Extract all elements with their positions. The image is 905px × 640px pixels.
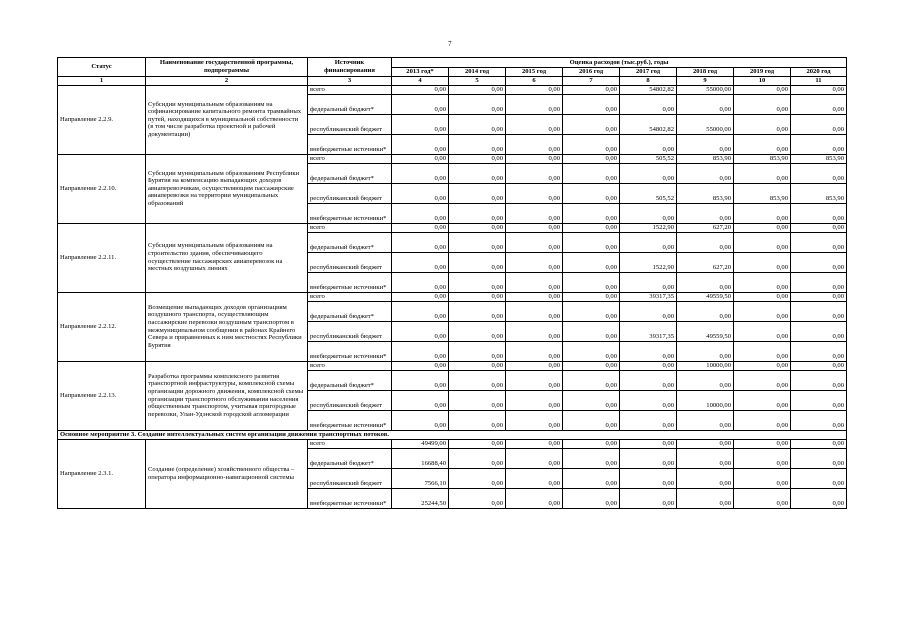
value-cell: 0,00: [677, 468, 734, 488]
value-cell: 0,00: [506, 410, 563, 430]
value-cell: 0,00: [449, 94, 506, 114]
value-cell: 0,00: [449, 203, 506, 223]
value-cell: 0,00: [734, 488, 791, 508]
column-index: 7: [563, 77, 620, 86]
value-cell: 0,00: [563, 301, 620, 321]
value-cell: 0,00: [506, 114, 563, 134]
value-cell: 0,00: [449, 154, 506, 163]
value-cell: 0,00: [506, 341, 563, 361]
value-cell: 0,00: [791, 163, 847, 183]
value-cell: 0,00: [734, 163, 791, 183]
header-year: 2018 год: [677, 68, 734, 77]
value-cell: 0,00: [392, 203, 449, 223]
value-cell: 0,00: [506, 134, 563, 154]
value-cell: 39317,35: [620, 292, 677, 301]
value-cell: 853,90: [677, 183, 734, 203]
value-cell: 0,00: [563, 154, 620, 163]
section-title: Основное мероприятие 3. Создание интеллектуальных систем организации движения транспортных потоков.: [58, 430, 847, 439]
value-cell: 0,00: [791, 94, 847, 114]
value-cell: 0,00: [791, 390, 847, 410]
value-cell: 0,00: [677, 439, 734, 448]
column-index: 9: [677, 77, 734, 86]
value-cell: 505,52: [620, 154, 677, 163]
value-cell: 0,00: [449, 232, 506, 252]
value-cell: 0,00: [449, 439, 506, 448]
value-cell: 0,00: [620, 94, 677, 114]
value-cell: 0,00: [392, 361, 449, 370]
value-cell: 0,00: [392, 94, 449, 114]
value-cell: 0,00: [506, 223, 563, 232]
table-row: [58, 85, 847, 94]
value-cell: 0,00: [734, 272, 791, 292]
value-cell: 0,00: [620, 341, 677, 361]
value-cell: 25244,50: [392, 488, 449, 508]
value-cell: 0,00: [563, 272, 620, 292]
value-cell: 0,00: [791, 114, 847, 134]
value-cell: 0,00: [563, 390, 620, 410]
value-cell: 0,00: [734, 448, 791, 468]
value-cell: 0,00: [506, 448, 563, 468]
value-cell: 0,00: [677, 134, 734, 154]
value-cell: 0,00: [449, 321, 506, 341]
value-cell: 0,00: [677, 163, 734, 183]
value-cell: 0,00: [734, 468, 791, 488]
source-cell: всего: [308, 292, 392, 301]
value-cell: 0,00: [563, 232, 620, 252]
value-cell: 0,00: [449, 370, 506, 390]
value-cell: 0,00: [506, 321, 563, 341]
value-cell: 0,00: [506, 272, 563, 292]
value-cell: 0,00: [563, 223, 620, 232]
value-cell: 0,00: [791, 223, 847, 232]
value-cell: 49559,50: [677, 321, 734, 341]
value-cell: 0,00: [620, 203, 677, 223]
value-cell: 853,90: [734, 154, 791, 163]
value-cell: 0,00: [677, 488, 734, 508]
value-cell: 0,00: [506, 232, 563, 252]
value-cell: 0,00: [791, 203, 847, 223]
column-index: 2: [146, 77, 308, 86]
value-cell: 853,90: [734, 183, 791, 203]
value-cell: 0,00: [392, 370, 449, 390]
value-cell: 0,00: [734, 134, 791, 154]
source-cell: республиканский бюджет: [308, 114, 392, 134]
page-number: 7: [448, 40, 452, 48]
source-cell: всего: [308, 439, 392, 448]
value-cell: 0,00: [791, 488, 847, 508]
value-cell: 0,00: [506, 154, 563, 163]
value-cell: 0,00: [677, 232, 734, 252]
source-cell: всего: [308, 223, 392, 232]
value-cell: 16688,40: [392, 448, 449, 468]
value-cell: 0,00: [791, 252, 847, 272]
source-cell: федеральный бюджет*: [308, 448, 392, 468]
source-cell: внебюджетные источники*: [308, 134, 392, 154]
value-cell: 0,00: [734, 252, 791, 272]
column-index: 6: [506, 77, 563, 86]
program-name-cell: Субсидии муниципальным образованиям Республики Бурятия на компенсацию выпадающих доходов авиаперевозчикам, осуществляющим пассажирские авиаперевозки на территории муниципальных образований: [146, 154, 308, 223]
value-cell: 54802,82: [620, 85, 677, 94]
value-cell: 0,00: [449, 85, 506, 94]
column-index: 10: [734, 77, 791, 86]
value-cell: 0,00: [563, 439, 620, 448]
value-cell: 0,00: [506, 468, 563, 488]
value-cell: 627,20: [677, 223, 734, 232]
value-cell: 0,00: [563, 114, 620, 134]
column-index: 3: [308, 77, 392, 86]
value-cell: 0,00: [734, 341, 791, 361]
table-row: [58, 292, 847, 301]
value-cell: 39317,35: [620, 321, 677, 341]
value-cell: 0,00: [392, 85, 449, 94]
value-cell: 0,00: [449, 292, 506, 301]
value-cell: 0,00: [734, 94, 791, 114]
value-cell: 853,90: [791, 154, 847, 163]
value-cell: 0,00: [392, 341, 449, 361]
value-cell: 0,00: [392, 223, 449, 232]
value-cell: 0,00: [392, 163, 449, 183]
value-cell: 0,00: [563, 94, 620, 114]
value-cell: 0,00: [449, 361, 506, 370]
value-cell: 0,00: [791, 361, 847, 370]
column-index: 8: [620, 77, 677, 86]
value-cell: 0,00: [620, 410, 677, 430]
value-cell: 0,00: [449, 410, 506, 430]
value-cell: 0,00: [734, 203, 791, 223]
value-cell: 0,00: [734, 390, 791, 410]
value-cell: 0,00: [563, 163, 620, 183]
value-cell: 0,00: [449, 468, 506, 488]
value-cell: 0,00: [506, 252, 563, 272]
value-cell: 0,00: [506, 292, 563, 301]
value-cell: 0,00: [392, 321, 449, 341]
value-cell: 0,00: [677, 410, 734, 430]
value-cell: 0,00: [449, 252, 506, 272]
header-year: 2016 год: [563, 68, 620, 77]
value-cell: 0,00: [677, 203, 734, 223]
value-cell: 10000,00: [677, 361, 734, 370]
value-cell: 1522,90: [620, 252, 677, 272]
value-cell: 0,00: [791, 321, 847, 341]
value-cell: 853,90: [677, 154, 734, 163]
table-row: [58, 439, 847, 448]
value-cell: 0,00: [734, 223, 791, 232]
status-cell: Направление 2.2.9.: [58, 85, 146, 154]
value-cell: 0,00: [392, 232, 449, 252]
value-cell: 0,00: [791, 272, 847, 292]
value-cell: 0,00: [392, 410, 449, 430]
value-cell: 0,00: [677, 341, 734, 361]
value-cell: 0,00: [563, 321, 620, 341]
source-cell: федеральный бюджет*: [308, 232, 392, 252]
status-cell: Направление 2.2.12.: [58, 292, 146, 361]
value-cell: 54802,82: [620, 114, 677, 134]
value-cell: 0,00: [563, 203, 620, 223]
value-cell: 0,00: [392, 114, 449, 134]
header-year: 2017 год: [620, 68, 677, 77]
value-cell: 0,00: [563, 292, 620, 301]
value-cell: 0,00: [734, 292, 791, 301]
value-cell: 0,00: [791, 301, 847, 321]
value-cell: 0,00: [791, 410, 847, 430]
source-cell: внебюджетные источники*: [308, 410, 392, 430]
source-cell: внебюджетные источники*: [308, 203, 392, 223]
source-cell: республиканский бюджет: [308, 321, 392, 341]
value-cell: 0,00: [734, 439, 791, 448]
value-cell: 0,00: [791, 134, 847, 154]
source-cell: федеральный бюджет*: [308, 94, 392, 114]
value-cell: 0,00: [449, 272, 506, 292]
source-cell: всего: [308, 154, 392, 163]
header-row: [58, 58, 847, 68]
header-year: 2020 год: [791, 68, 847, 77]
source-cell: внебюджетные источники*: [308, 341, 392, 361]
value-cell: 0,00: [449, 341, 506, 361]
value-cell: 0,00: [506, 370, 563, 390]
value-cell: 0,00: [449, 390, 506, 410]
value-cell: 0,00: [506, 301, 563, 321]
value-cell: 0,00: [620, 439, 677, 448]
value-cell: 0,00: [506, 439, 563, 448]
column-index: 1: [58, 77, 146, 86]
source-cell: внебюджетные источники*: [308, 272, 392, 292]
value-cell: 0,00: [449, 301, 506, 321]
value-cell: 0,00: [734, 361, 791, 370]
value-cell: 0,00: [392, 301, 449, 321]
value-cell: 853,90: [791, 183, 847, 203]
value-cell: 0,00: [734, 114, 791, 134]
program-name-cell: Субсидии муниципальным образованиям на строительство здания, обеспечивающего осуществление пассажирских авиаперевозок на местных воздушных линиях: [146, 223, 308, 292]
value-cell: 0,00: [791, 341, 847, 361]
index-row: [58, 77, 847, 86]
value-cell: 0,00: [563, 183, 620, 203]
value-cell: 0,00: [734, 85, 791, 94]
source-cell: всего: [308, 361, 392, 370]
column-index: 5: [449, 77, 506, 86]
value-cell: 0,00: [449, 114, 506, 134]
value-cell: 0,00: [506, 85, 563, 94]
value-cell: 0,00: [620, 468, 677, 488]
value-cell: 49559,50: [677, 292, 734, 301]
value-cell: 0,00: [563, 134, 620, 154]
value-cell: 0,00: [449, 134, 506, 154]
value-cell: 0,00: [677, 301, 734, 321]
value-cell: 0,00: [620, 272, 677, 292]
value-cell: 0,00: [563, 361, 620, 370]
table-row: [58, 361, 847, 370]
column-index: 4: [392, 77, 449, 86]
value-cell: 0,00: [563, 85, 620, 94]
header-estimate: Оценка расходов (тыс.руб.), годы: [392, 58, 847, 68]
header-year: 2014 год: [449, 68, 506, 77]
value-cell: 0,00: [506, 94, 563, 114]
value-cell: 0,00: [620, 448, 677, 468]
value-cell: 0,00: [506, 390, 563, 410]
value-cell: 0,00: [449, 163, 506, 183]
value-cell: 0,00: [620, 232, 677, 252]
value-cell: 0,00: [620, 134, 677, 154]
source-cell: внебюджетные источники*: [308, 488, 392, 508]
value-cell: 0,00: [620, 163, 677, 183]
budget-table: [57, 57, 847, 509]
header-name: Наименование государственной программы, подпрограммы: [146, 58, 308, 77]
program-name-cell: Разработка программы комплексного развития транспортной инфраструктуры, комплексной схемы организации дорожного движения, комплексной схемы организации транспортного обслуживания населения общественным транспортом, учитывая пригородные перевозки, Улан-Удэнской городской агломерации: [146, 361, 308, 430]
value-cell: 0,00: [734, 232, 791, 252]
value-cell: 0,00: [449, 183, 506, 203]
value-cell: 0,00: [677, 448, 734, 468]
status-cell: Направление 2.3.1.: [58, 439, 146, 508]
value-cell: 0,00: [791, 439, 847, 448]
table-row: [58, 223, 847, 232]
value-cell: 0,00: [392, 390, 449, 410]
source-cell: федеральный бюджет*: [308, 370, 392, 390]
value-cell: 0,00: [563, 252, 620, 272]
program-name-cell: Субсидии муниципальным образованиям на софинансирование капитального ремонта трамвайных путей, находящихся в муниципальной собственности (в том числе разработка проектной и рабочей документации): [146, 85, 308, 154]
source-cell: всего: [308, 85, 392, 94]
value-cell: 0,00: [563, 370, 620, 390]
value-cell: 0,00: [791, 448, 847, 468]
source-cell: республиканский бюджет: [308, 183, 392, 203]
value-cell: 0,00: [677, 94, 734, 114]
status-cell: Направление 2.2.10.: [58, 154, 146, 223]
value-cell: 0,00: [734, 370, 791, 390]
value-cell: 627,20: [677, 252, 734, 272]
value-cell: 0,00: [791, 232, 847, 252]
value-cell: 0,00: [506, 183, 563, 203]
value-cell: 0,00: [563, 341, 620, 361]
value-cell: 0,00: [392, 183, 449, 203]
header-status: Статус: [58, 58, 146, 77]
value-cell: 0,00: [392, 154, 449, 163]
value-cell: 0,00: [734, 301, 791, 321]
value-cell: 55000,00: [677, 85, 734, 94]
section-row: [58, 430, 847, 439]
status-cell: Направление 2.2.11.: [58, 223, 146, 292]
value-cell: 0,00: [563, 468, 620, 488]
value-cell: 0,00: [449, 488, 506, 508]
value-cell: 0,00: [620, 390, 677, 410]
value-cell: 0,00: [563, 488, 620, 508]
value-cell: 55000,00: [677, 114, 734, 134]
header-year: 2015 год: [506, 68, 563, 77]
value-cell: 0,00: [677, 370, 734, 390]
value-cell: 0,00: [449, 223, 506, 232]
source-cell: республиканский бюджет: [308, 468, 392, 488]
value-cell: 1522,90: [620, 223, 677, 232]
value-cell: 0,00: [506, 163, 563, 183]
header-year: 2019 год: [734, 68, 791, 77]
value-cell: 0,00: [620, 488, 677, 508]
value-cell: 10000,00: [677, 390, 734, 410]
value-cell: 0,00: [506, 488, 563, 508]
value-cell: 0,00: [791, 468, 847, 488]
value-cell: 0,00: [392, 252, 449, 272]
value-cell: 7566,10: [392, 468, 449, 488]
value-cell: 505,52: [620, 183, 677, 203]
value-cell: 0,00: [620, 301, 677, 321]
value-cell: 0,00: [563, 448, 620, 468]
value-cell: 0,00: [677, 272, 734, 292]
program-name-cell: Возмещение выпадающих доходов организациям воздушного транспорта, осуществляющим пассажирские перевозки воздушным транспортом в межмуниципальном сообщении в районах Крайнего Севера и приравненных к ним местностях Республики Бурятия: [146, 292, 308, 361]
value-cell: 0,00: [791, 292, 847, 301]
header-year: 2013 год*: [392, 68, 449, 77]
value-cell: 0,00: [392, 272, 449, 292]
value-cell: 0,00: [734, 410, 791, 430]
value-cell: 0,00: [563, 410, 620, 430]
column-index: 11: [791, 77, 847, 86]
value-cell: 0,00: [734, 321, 791, 341]
header-source: Источник финансирования: [308, 58, 392, 77]
value-cell: 49499,00: [392, 439, 449, 448]
value-cell: 0,00: [791, 85, 847, 94]
source-cell: федеральный бюджет*: [308, 301, 392, 321]
value-cell: 0,00: [620, 361, 677, 370]
table-row: [58, 154, 847, 163]
source-cell: республиканский бюджет: [308, 390, 392, 410]
value-cell: 0,00: [791, 370, 847, 390]
source-cell: федеральный бюджет*: [308, 163, 392, 183]
status-cell: Направление 2.2.13.: [58, 361, 146, 430]
value-cell: 0,00: [506, 203, 563, 223]
value-cell: 0,00: [620, 370, 677, 390]
value-cell: 0,00: [392, 134, 449, 154]
source-cell: республиканский бюджет: [308, 252, 392, 272]
program-name-cell: Создание (определение) хозяйственного общества – оператора информационно-навигационной системы: [146, 439, 308, 508]
value-cell: 0,00: [449, 448, 506, 468]
value-cell: 0,00: [392, 292, 449, 301]
value-cell: 0,00: [506, 361, 563, 370]
